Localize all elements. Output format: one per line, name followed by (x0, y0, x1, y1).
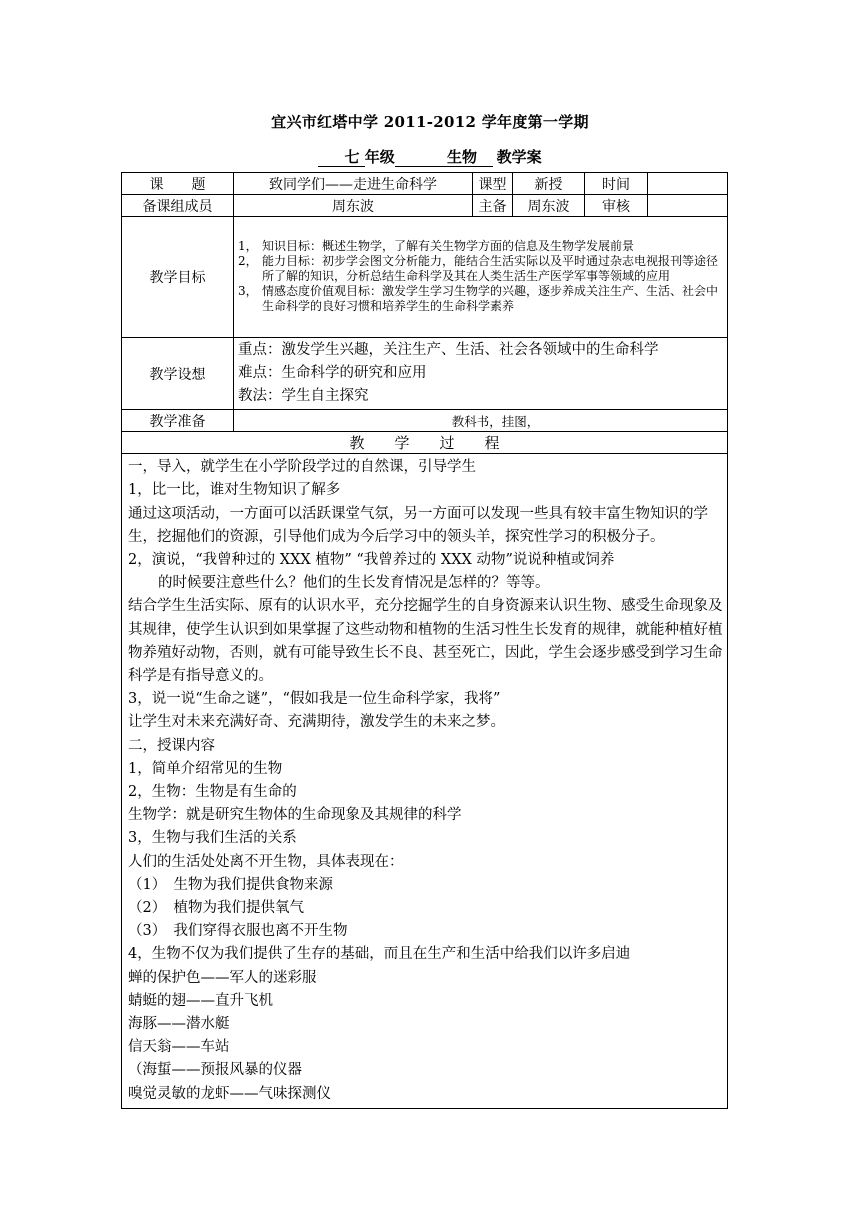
time-label: 时间 (602, 176, 630, 193)
process-line: 的时候要注意些什么？他们的生长发育情况是怎样的？等等。 (158, 575, 550, 592)
grade-value: 七 (344, 148, 360, 166)
goal-text: 情感态度价值观目标：激发学生学习生物学的兴趣，逐步养成关注生产、生活、社会中生命科学的良好习惯和培养学生的生命科学素养 (262, 284, 719, 313)
document-subtitle (0, 146, 860, 167)
grade-underline (318, 148, 364, 167)
lead-label-cell (473, 195, 513, 217)
members-label: 备课组成员 (142, 198, 213, 215)
process-line: 3，说一说“生命之谜”，“假如我是一位生命科学家，我将” (128, 691, 501, 708)
goal-number: 3， (238, 284, 258, 298)
goal-item (238, 284, 721, 314)
review-label-cell (585, 195, 648, 217)
teaching-method: 教法：学生自主探究 (238, 388, 369, 404)
lesson-title: 致同学们——走进生命科学 (269, 176, 437, 193)
goals-row (122, 217, 728, 338)
review-value-cell (648, 195, 728, 217)
process-line: 蜻蜓的翅——直升飞机 (128, 992, 273, 1009)
time-value-cell (648, 173, 728, 195)
process-line: 蝉的保护色——军人的迷彩服 (128, 969, 317, 986)
subject-value: 生物 (446, 148, 477, 166)
document-title: 宜兴市红塔中学 2011-2012 学年度第一学期 (271, 113, 589, 131)
process-line: 4，生物不仅为我们提供了生存的基础，而且在生产和生活中给我们以许多启迪 (128, 946, 631, 963)
members-label-cell (122, 195, 234, 217)
design-label-cell (122, 338, 234, 410)
goal-item (238, 239, 721, 254)
lead-value: 周东波 (527, 198, 570, 215)
process-line: （1） 生物为我们提供食物来源 (128, 876, 333, 893)
process-line: 3，生物与我们生活的关系 (128, 830, 297, 847)
member-row (122, 195, 728, 217)
type-value: 新授 (534, 176, 563, 193)
process-heading: 教学过程 (122, 432, 728, 454)
goals-label: 教学目标 (149, 270, 206, 286)
process-paragraph: 结合学生生活实际、原有的认识水平，充分挖掘学生的自身资源来认识生物、感受生命现象及其规律，使学生认识到如果掌握了这些动物和植物的生活习性生长发育的规律，就能种植好植物养殖好动物，否则，就有可能导致生长不良、甚至死亡，因此，学生会逐步感受到学习生命科学是有指导意义的。 (128, 598, 723, 684)
process-line: 让学生对未来充满好奇、充满期待，激发学生的未来之梦。 (128, 714, 505, 731)
goal-text: 能力目标：初步学会图文分析能力，能结合生活实际以及平时通过杂志电视报刊等途径所了解的知识，分析总结生命科学及其在人类生活生产医学军事等领域的应用 (262, 254, 719, 283)
review-label: 审核 (602, 198, 630, 215)
goal-number: 2， (238, 254, 258, 268)
lead-label: 主备 (478, 198, 507, 215)
goal-text: 知识目标：概述生物学，了解有关生物学方面的信息及生物学发展前景 (262, 239, 635, 253)
design-label: 教学设想 (149, 366, 206, 383)
lesson-label-cell (122, 173, 234, 195)
process-content (122, 454, 728, 1109)
process-line: 信天翁——车站 (128, 1039, 230, 1056)
difficulty-point: 难点：生命科学的研究和应用 (238, 365, 427, 381)
process-line: 1，比一比，谁对生物知识了解多 (128, 482, 341, 499)
process-line: 海豚——潜水艇 (128, 1016, 230, 1033)
process-line: 人们的生活处处离不开生物，具体表现在： (128, 853, 404, 870)
process-line: 2，演说，“我曾种过的 XXX 植物” “我曾养过的 XXX 动物”说说种植或饲养 (128, 551, 615, 568)
prep-label: 教学准备 (149, 413, 206, 430)
prep-content (234, 410, 728, 432)
time-label-cell (585, 173, 648, 195)
plan-label: 教学案 (496, 148, 542, 166)
header-row (122, 173, 728, 195)
goal-item (238, 254, 721, 284)
design-row (122, 338, 728, 410)
process-line: 二，授课内容 (128, 737, 215, 754)
type-label-cell (473, 173, 513, 195)
design-content (234, 338, 728, 410)
process-line: （3） 我们穿得衣服也离不开生物 (128, 923, 348, 940)
process-line: （2） 植物为我们提供氧气 (128, 900, 304, 917)
members-value: 周东波 (332, 198, 374, 215)
process-line: 一，导入，就学生在小学阶段学过的自然课，引导学生 (128, 459, 476, 476)
process-line: 嗅觉灵敏的龙虾——气味探测仪 (128, 1085, 331, 1102)
grade-suffix: 年级 (364, 148, 395, 166)
process-line: （海蜇——预报风暴的仪器 (128, 1062, 302, 1079)
type-value-cell (513, 173, 585, 195)
lead-value-cell (513, 195, 585, 217)
process-line: 1，简单介绍常见的生物 (128, 760, 283, 777)
key-point: 重点：激发学生兴趣，关注生产、生活、社会各领域中的生命科学 (238, 342, 659, 358)
subject-underline (395, 148, 493, 167)
lesson-label: 课 题 (149, 176, 206, 193)
process-line: 2，生物：生物是有生命的 (128, 784, 297, 800)
goal-number: 1， (238, 239, 258, 253)
process-paragraph: 通过这项活动，一方面可以活跃课堂气氛，另一方面可以发现一些具有较丰富生物知识的学生，挖掘他们的资源，引导他们成为今后学习中的领头羊，探究性学习的积极分子。 (128, 505, 708, 545)
process-heading-row (122, 432, 728, 454)
process-row (122, 454, 728, 1109)
prep-value: 教科书，挂图， (451, 413, 540, 429)
process-line: 生物学：就是研究生物体的生命现象及其规律的科学 (128, 807, 462, 824)
lesson-title-cell (234, 173, 473, 195)
members-value-cell (234, 195, 473, 217)
goals-label-cell (122, 217, 234, 338)
prep-row (122, 410, 728, 432)
lesson-plan-table (121, 172, 728, 1109)
type-label: 课型 (478, 176, 507, 193)
goals-content (234, 217, 728, 338)
prep-label-cell (122, 410, 234, 432)
